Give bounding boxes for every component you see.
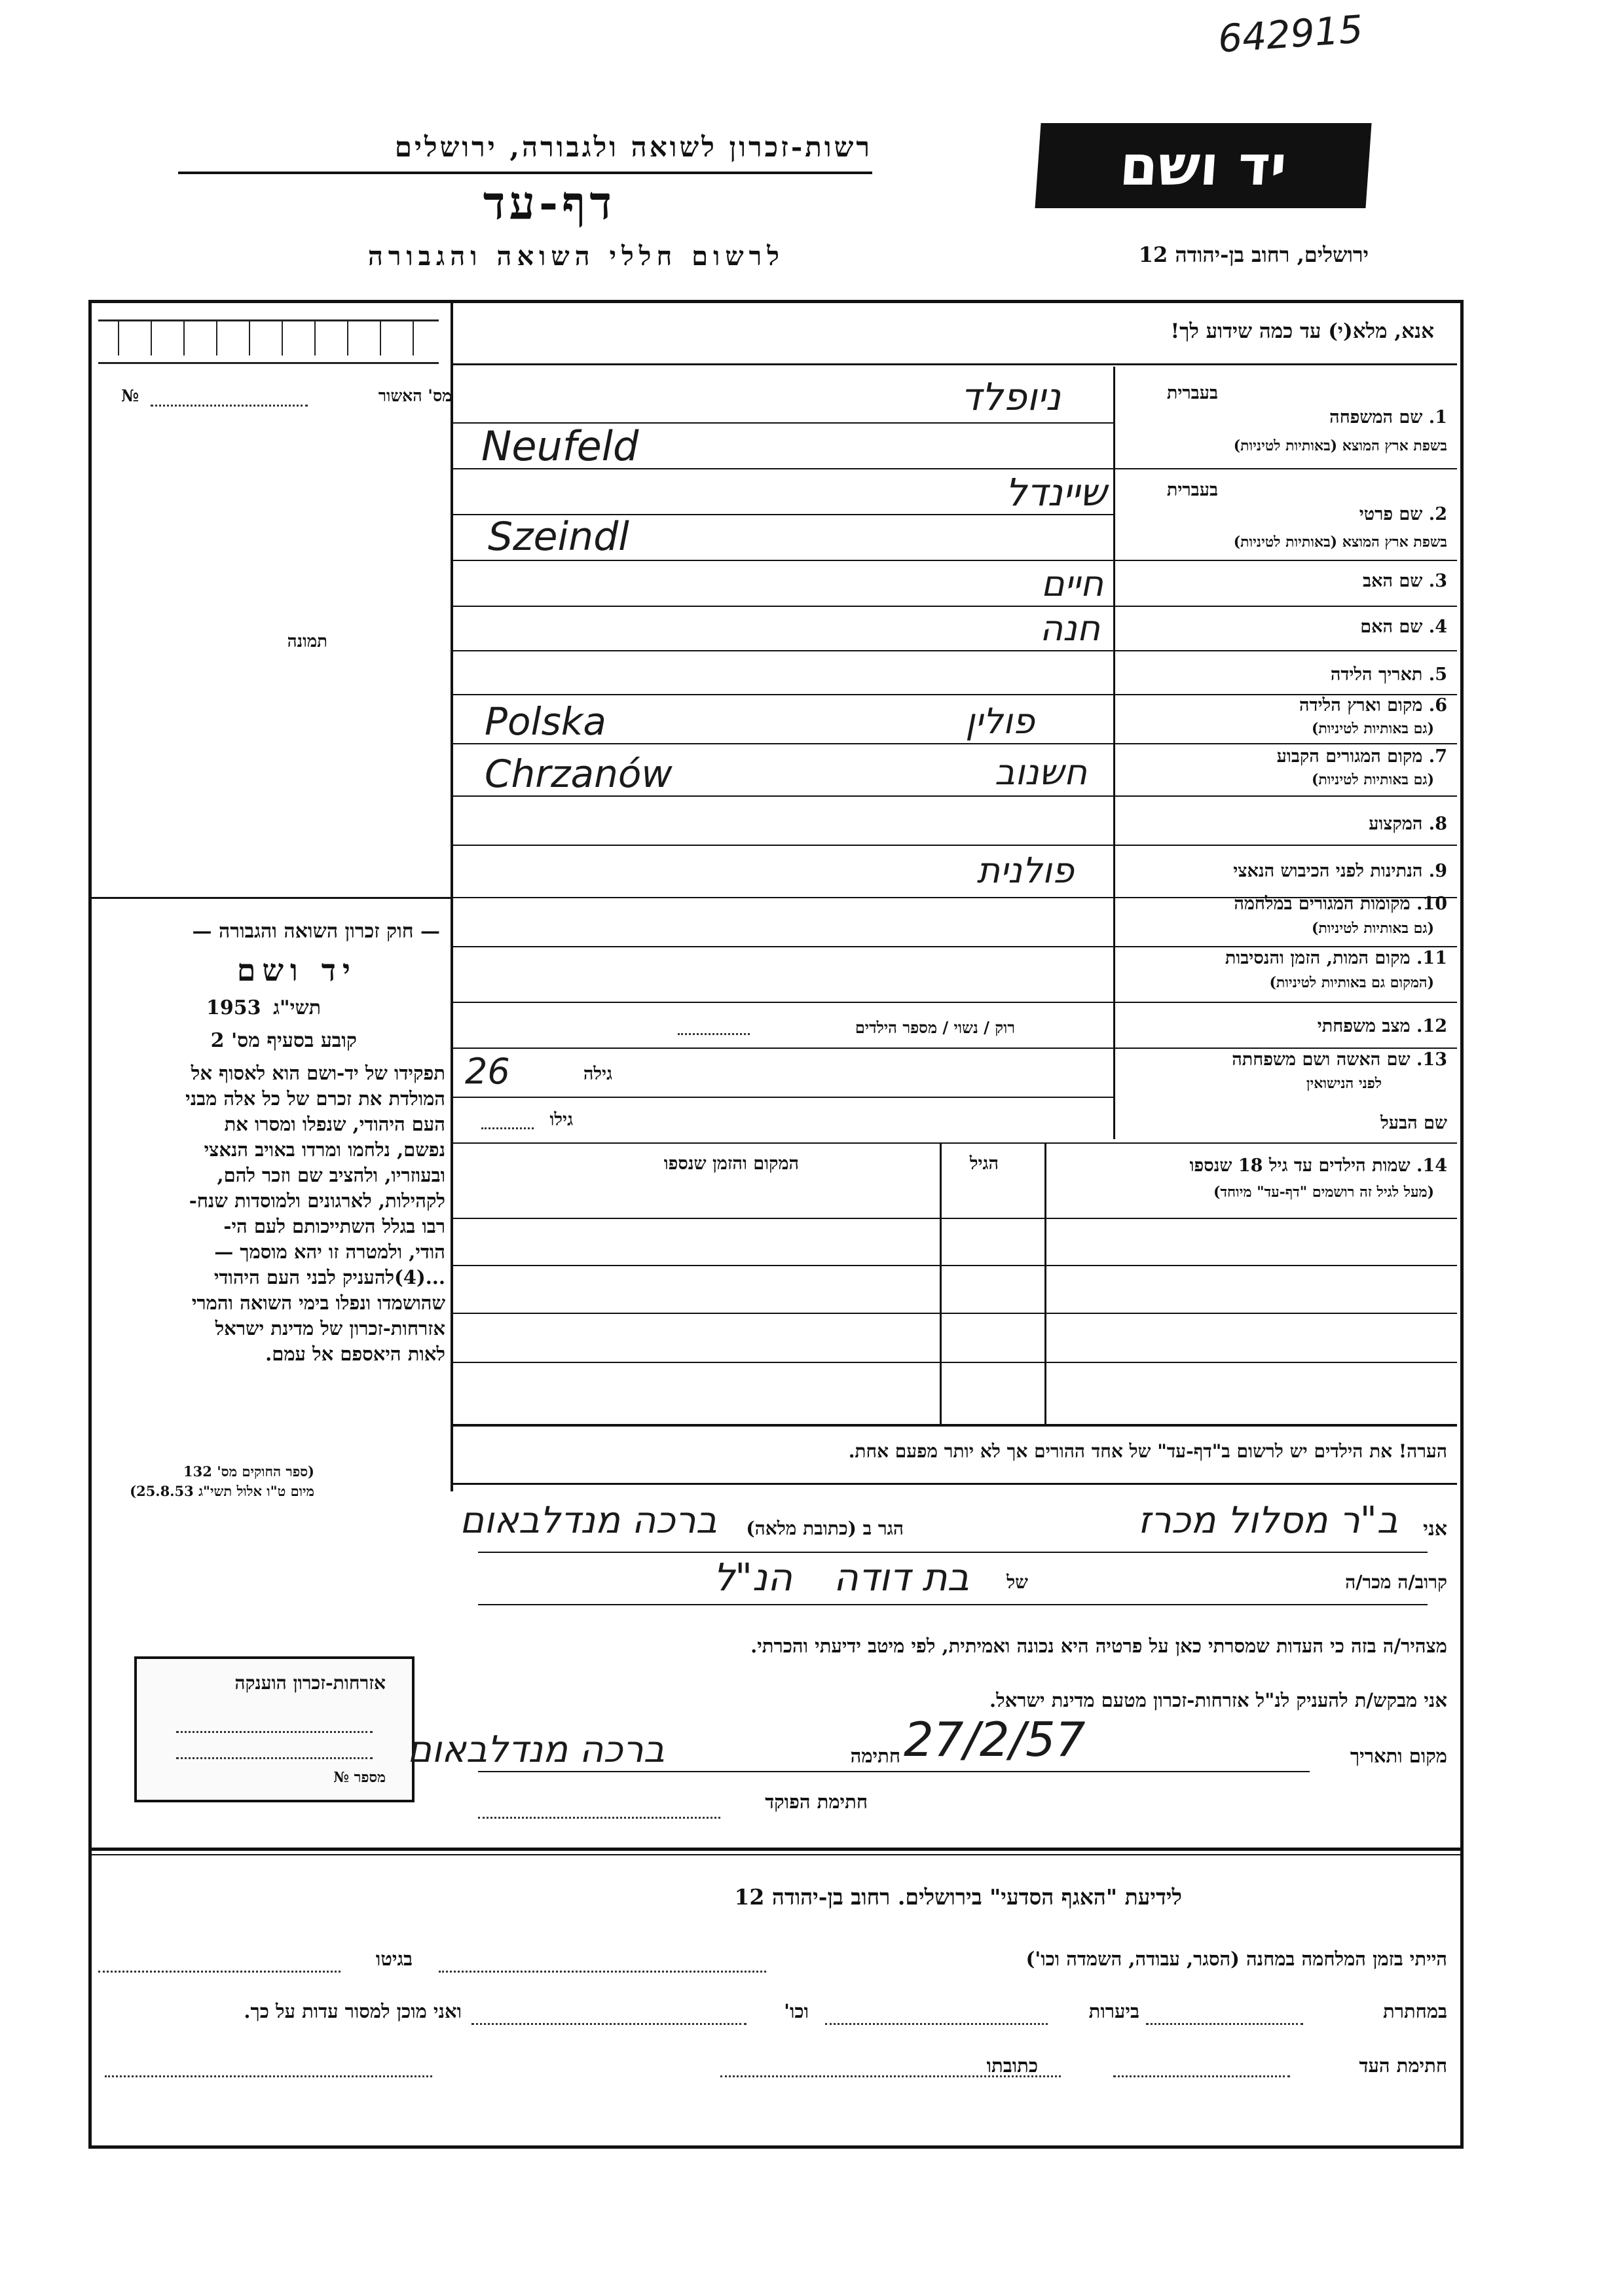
law-title: — חוק זכרון השואה והגבורה — xyxy=(192,920,440,943)
f3-label-text: שם האב xyxy=(1363,571,1423,591)
f2-latin-label: בשפת ארץ המוצא (באותיות לטיניות) xyxy=(1233,534,1447,551)
children-count-field[interactable] xyxy=(678,1033,750,1035)
f1-latin-label: בשפת ארץ המוצא (באותיות לטיניות) xyxy=(1233,437,1447,454)
f7-label xyxy=(1277,746,1447,767)
f9-value[interactable]: פולנית xyxy=(976,850,1074,891)
archive-number: 642915 xyxy=(1216,7,1365,62)
f8-label-text: המקצוע xyxy=(1369,814,1423,834)
underground-field[interactable] xyxy=(1146,2023,1303,2025)
signature-label: חתימה xyxy=(850,1745,900,1767)
ghetto-label: בגיטו xyxy=(375,1948,413,1970)
citizenship-box xyxy=(134,1656,415,1802)
f6-latin-value[interactable]: Polska xyxy=(485,699,606,744)
f13-age-value[interactable]: 26 xyxy=(465,1051,510,1092)
f7-label-text: מקום המגורים הקבוע xyxy=(1276,746,1423,767)
header-address: ירושלים, רחוב בן-יהודה 12 xyxy=(1138,242,1369,267)
f1-heb-label: בעברית xyxy=(1166,383,1218,403)
form-subtitle: לרשום חללי השואה והגבורה xyxy=(367,241,784,272)
law-text-line: ...(4)להעניק לבני העם היהודי xyxy=(213,1266,445,1288)
f13-label xyxy=(1232,1049,1447,1070)
of-label: של xyxy=(1006,1571,1028,1593)
f1-num: 1. xyxy=(1428,407,1447,428)
f5-num: 5. xyxy=(1428,665,1447,685)
law-text-line: תפקידו של יד-ושם הוא לאסוף אל xyxy=(191,1062,445,1084)
witness-address-label: כתובתו xyxy=(986,2054,1038,2077)
f1-heb-value[interactable]: ניופלד xyxy=(961,374,1061,419)
label-column-divider xyxy=(1113,367,1115,1139)
footer-notice: לידיעת "האגף הסדעי" בירושלים. רחוב בן-יהודה 12 xyxy=(734,1884,1182,1910)
photo-area-rule xyxy=(88,897,452,899)
of-value[interactable]: הנ"ל xyxy=(713,1555,792,1599)
f7-heb-value[interactable]: חשנוב xyxy=(994,752,1087,793)
f1-label-text: שם המשפחה xyxy=(1329,407,1423,428)
officer-signature-label: חתימת הפוקד xyxy=(765,1791,868,1813)
law-text-line: לקהילות, לארגונים ולמוסדות שנח- xyxy=(189,1190,445,1212)
f2-latin-value[interactable]: Szeindl xyxy=(488,514,629,560)
relative-label: קרוב/ה מכר/ה xyxy=(1345,1571,1447,1593)
photo-label: תמונה xyxy=(287,632,327,651)
f9-num: 9. xyxy=(1428,861,1447,881)
f6-label xyxy=(1299,695,1447,716)
law-year-hebrew: תשי"ג xyxy=(273,996,321,1019)
f6-label-text: מקום וארץ הלידה xyxy=(1299,695,1423,716)
husband-age-field[interactable] xyxy=(481,1127,534,1129)
law-text-line: המולדת את זכרם של כל אלה מבני xyxy=(185,1087,445,1110)
law-text-line: לאות היאספם אל עמם. xyxy=(265,1343,445,1365)
witness-signature-label: חתימת העד xyxy=(1359,2054,1447,2077)
footer-camp-text: הייתי בזמן המלחמה במחנה (הסגר, עבודה, השמדה וכו') xyxy=(1025,1948,1447,1970)
law-clause: קובע בסעיף מס' 2 xyxy=(210,1029,357,1052)
law-text xyxy=(92,1061,445,1367)
f4-num: 4. xyxy=(1428,617,1447,637)
declarant-address-value[interactable]: ב"ר מסלול מכרז xyxy=(1137,1499,1398,1542)
f10-sub: (גם באותיות לטיניות) xyxy=(1311,920,1434,937)
gazette-ref-2: מיום ט"ו אלול תשי"ג 25.8.53) xyxy=(130,1483,314,1499)
f7-sub: (גם באותיות לטיניות) xyxy=(1311,771,1434,788)
law-text-line: נפשם, נלחמו ומרדו באויב הנאצי xyxy=(204,1139,445,1161)
citizenship-box-title: אזרחות-זכרון הוענקה xyxy=(234,1672,386,1694)
f8-num: 8. xyxy=(1428,814,1447,834)
f9-label-text: הנתינות לפני הכיבוש הנאצי xyxy=(1233,861,1423,881)
approval-label: מס' האשור xyxy=(378,386,452,405)
f2-heb-value[interactable]: שיינדל xyxy=(1005,470,1107,515)
law-text-line: רבו בגלל השתייכותם לעם הי- xyxy=(223,1215,445,1237)
f2-label-text: שם פרטי xyxy=(1359,504,1423,524)
husband-age-label: גילו xyxy=(549,1110,573,1130)
request-text: אני מבקש/ת להעניק לנ"ל אזרחות-זכרון מטעם מדינת ישראל. xyxy=(989,1689,1447,1711)
f13-label-text: שם האשה ושם משפחתה xyxy=(1232,1049,1411,1070)
f9-label xyxy=(1233,861,1447,881)
f8-label xyxy=(1369,814,1447,834)
f13-sub: לפני הנישואין xyxy=(1306,1075,1382,1092)
f3-value[interactable]: חיים xyxy=(1041,563,1103,604)
etc-label: וכו' xyxy=(784,2000,809,2022)
f3-label xyxy=(1363,571,1447,591)
forests-label: ביערות xyxy=(1088,2000,1139,2022)
gazette-ref-1: (ספר החוקים מס' 132 xyxy=(183,1463,314,1480)
children-table-bottom xyxy=(453,1424,1457,1427)
law-name: יד ושם xyxy=(236,953,357,988)
f3-num: 3. xyxy=(1428,571,1447,591)
ghetto-field[interactable] xyxy=(98,1971,341,1973)
note-rule xyxy=(453,1483,1457,1485)
f6-num: 6. xyxy=(1428,695,1447,716)
f4-label xyxy=(1360,617,1447,637)
f11-label xyxy=(1225,948,1447,968)
f14-num: 14. xyxy=(1416,1156,1447,1176)
f4-value[interactable]: חנה xyxy=(1039,608,1100,649)
signature-value[interactable]: ברכה מנדלבאום xyxy=(407,1728,665,1771)
f14-label-text: שמות הילדים עד גיל 18 שנספו xyxy=(1189,1156,1411,1176)
f11-sub: (המקום גם באותיות לטיניות) xyxy=(1269,974,1434,991)
authority-name: רשות-זכרון לשואה ולגבורה, ירושלים xyxy=(394,131,872,163)
f10-num: 10. xyxy=(1416,894,1447,914)
f13-age-label: גילה xyxy=(583,1064,612,1084)
law-text-line: ובעוזריו, ולהציב שם וזכר להם, xyxy=(217,1164,445,1186)
law-text-line: העם היהודי, שנפלו ומסרו את xyxy=(224,1113,445,1135)
law-text-line: הודי, ולמטרה זו יהא מוסמך — xyxy=(214,1241,445,1263)
f14-label xyxy=(1190,1156,1447,1176)
witness-address-field[interactable] xyxy=(720,2075,1061,2077)
law-text-line: שהושמדו ונפלו בימי השואה והמרי xyxy=(191,1292,445,1314)
f12-label-text: מצב משפחתי xyxy=(1317,1016,1411,1036)
f1-label xyxy=(1329,407,1447,428)
camp-field[interactable] xyxy=(439,1971,766,1973)
note: הערה! את הילדים יש לרשום ב"דף-עד" של אחד ההורים אך לא יותר מפעם אחת. xyxy=(848,1440,1447,1462)
f14-age-column: הגיל xyxy=(969,1154,999,1174)
f1-latin-value[interactable]: Neufeld xyxy=(481,422,639,470)
f6-heb-value[interactable]: פולין xyxy=(965,701,1035,742)
approval-number-field[interactable] xyxy=(151,405,308,407)
form-intro: אנא, מלא(י) עד כמה שידוע לך! xyxy=(1170,319,1434,343)
f2-heb-label: בעברית xyxy=(1166,480,1218,500)
law-text-line: אזרחות-זכרון של מדינת ישראל xyxy=(215,1317,445,1339)
f10-label-text: מקומות המגורים במלחמה xyxy=(1234,894,1411,914)
logo-text: יד ושם xyxy=(1117,134,1289,198)
forests-field[interactable] xyxy=(825,2023,1048,2025)
f12-options[interactable]: רוק / נשוי / מספר הילדים xyxy=(855,1018,1015,1037)
f10-label xyxy=(1234,894,1447,914)
date-value[interactable]: 27/2/57 xyxy=(904,1712,1086,1767)
f4-label-text: שם האם xyxy=(1360,617,1423,637)
f11-num: 11. xyxy=(1416,948,1447,968)
underground-label: במחתרת xyxy=(1383,2000,1447,2022)
intro-rule xyxy=(453,363,1457,365)
f7-latin-value[interactable]: Chrzanów xyxy=(485,752,673,796)
f13-num: 13. xyxy=(1416,1049,1447,1070)
form-title: דף-עד xyxy=(483,175,616,230)
ready-to-testify-label: ואני מוכן למסור עדות על כך. xyxy=(244,2000,462,2022)
place-date-label: מקום ותאריך xyxy=(1350,1745,1447,1767)
f2-num: 2. xyxy=(1428,504,1447,524)
citizenship-box-number: מספר № xyxy=(333,1769,386,1786)
f5-label-text: תאריך הלידה xyxy=(1330,665,1423,685)
f7-num: 7. xyxy=(1428,746,1447,767)
officer-signature-field[interactable] xyxy=(478,1817,720,1819)
declarant-i-label: אני xyxy=(1423,1518,1447,1540)
header-rule xyxy=(178,172,872,174)
f2-label xyxy=(1359,504,1447,524)
relation-value[interactable]: בת דודה xyxy=(833,1555,969,1599)
f11-label-text: מקום המות, הזמן והנסיבות xyxy=(1225,948,1411,968)
witness-signature-field[interactable] xyxy=(1113,2075,1290,2077)
yad-vashem-logo xyxy=(1035,123,1371,208)
footer-rule xyxy=(88,1848,1460,1851)
etc-field[interactable] xyxy=(471,2023,747,2025)
approval-number-boxes xyxy=(98,319,439,364)
f14-place-column: המקום והזמן שנספו xyxy=(663,1154,799,1174)
husband-label: שם הבעל xyxy=(1380,1113,1447,1133)
f6-sub: (גם באותיות לטיניות) xyxy=(1311,720,1434,737)
declarant-name-value[interactable]: ברכה מנדלבאום xyxy=(459,1499,717,1542)
f14-sub: (מעל לגיל זה רושמים "דף-עד" מיוחד) xyxy=(1213,1184,1434,1201)
law-year: 1953 xyxy=(206,996,261,1019)
declaration-text: מצהיר/ה בזה כי העדות שמסרתי כאן על פרטיה היא נכונה ואמיתית, לפי מיטב ידיעתי והכרתי. xyxy=(750,1635,1447,1657)
f12-label xyxy=(1318,1016,1447,1036)
f5-label xyxy=(1331,665,1447,685)
f12-num: 12. xyxy=(1416,1016,1447,1036)
approval-no-sign: № xyxy=(121,386,139,405)
resides-label: הגר ב (כתובת מלאה) xyxy=(746,1518,904,1539)
